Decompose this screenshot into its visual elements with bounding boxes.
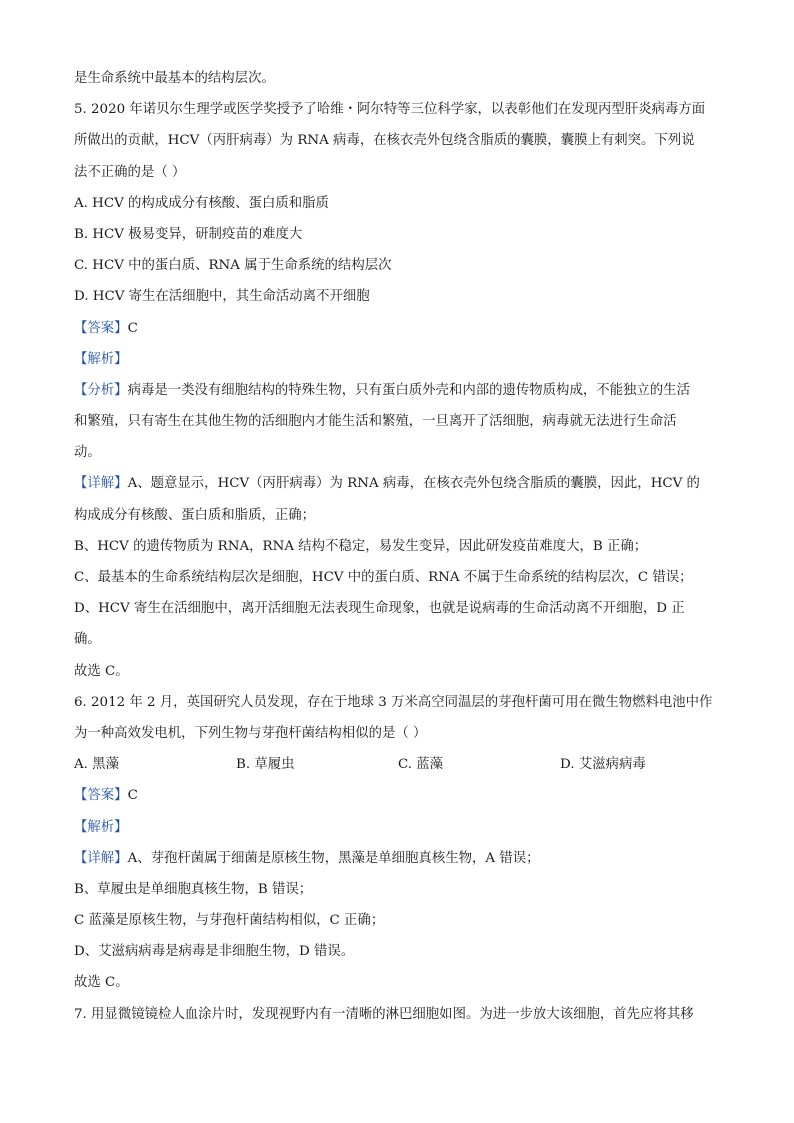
q5-stem-line-1: 5. 2020 年诺贝尔生理学或医学奖授予了哈维・阿尔特等三位科学家，以表彰他们在发现丙型肝炎病毒方面 bbox=[74, 102, 706, 118]
q5-answer-line bbox=[74, 313, 724, 344]
q6-xiangjie-tag: 【详解】 bbox=[74, 850, 128, 866]
q6-answer-value: C bbox=[127, 788, 138, 804]
q6-xiangjie-line-1 bbox=[74, 843, 724, 874]
q6-options-row bbox=[74, 749, 724, 780]
q6-xiangjie-line-2: B、草履虫是单细胞真核生物，B 错误； bbox=[74, 881, 313, 897]
q5-stem-line-2: 所做出的贡献，HCV（丙肝病毒）为 RNA 病毒，在核衣壳外包绕含脂质的囊膜，囊膜上有刺突。下列说 bbox=[74, 133, 695, 149]
q6-stem-line-2: 为一种高效发电机，下列生物与芽孢杆菌结构相似的是（ ） bbox=[74, 725, 427, 741]
question-5 bbox=[74, 94, 724, 687]
q5-fenxi-text-1: 病毒是一类没有细胞结构的特殊生物，只有蛋白质外壳和内部的遗传物质构成，不能独立的生活 bbox=[127, 382, 690, 398]
q5-answer-value: C bbox=[127, 320, 138, 336]
q5-fenxi-line-2: 和繁殖，只有寄生在其他生物的活细胞内才能生活和繁殖，一旦离开了活细胞，病毒就无法进行生命活 bbox=[74, 414, 677, 430]
q7-stem-line-1: 7. 用显微镜镜检人血涂片时，发现视野内有一清晰的淋巴细胞如图。为进一步放大该细胞，首先应将其移 bbox=[74, 1006, 694, 1022]
q6-analysis-tag: 【解析】 bbox=[74, 819, 128, 835]
q5-fenxi-tag: 【分析】 bbox=[74, 382, 128, 398]
q6-answer-tag: 【答案】 bbox=[74, 788, 128, 804]
q5-option-b: B. HCV 极易变异，研制疫苗的难度大 bbox=[74, 226, 303, 242]
q5-xiangjie-tag: 【详解】 bbox=[74, 476, 128, 492]
q6-option-d: D. 艾滋病病毒 bbox=[560, 757, 646, 773]
q5-analysis-tag: 【解析】 bbox=[74, 351, 128, 367]
q5-analysis-line bbox=[74, 344, 724, 375]
q6-option-a: A. 黑藻 bbox=[74, 757, 119, 773]
q5-answer-tag: 【答案】 bbox=[74, 320, 128, 336]
document-page bbox=[74, 63, 724, 1030]
q6-xiangjie-line-4: D、艾滋病病毒是病毒是非细胞生物，D 错误。 bbox=[74, 944, 355, 960]
q5-xiangjie-line-3: B、HCV 的遗传物质为 RNA，RNA 结构不稳定，易发生变异，因此研发疫苗难度大，B 正确； bbox=[74, 538, 648, 554]
q6-option-b: B. 草履虫 bbox=[236, 757, 295, 773]
q5-fenxi-line-1 bbox=[74, 375, 724, 406]
q5-xiangjie-line-4: C、最基本的生命系统结构层次是细胞，HCV 中的蛋白质、RNA 不属于生命系统的结构层次，C 错误； bbox=[74, 570, 693, 585]
q5-option-d: D. HCV 寄生在活细胞中，其生命活动离不开细胞 bbox=[74, 289, 370, 305]
q6-stem-line-1: 6. 2012 年 2 月，英国研究人员发现，存在于地球 3 万米高空同温层的芽孢杆菌可用在微生物燃料电池中作 bbox=[74, 694, 713, 710]
intro-tail-line: 是生命系统中最基本的结构层次。 bbox=[74, 71, 275, 86]
q5-conclusion-line: 故选 C。 bbox=[74, 663, 129, 679]
question-6 bbox=[74, 687, 724, 999]
q5-fenxi-line-3: 动。 bbox=[74, 445, 101, 461]
q5-xiangjie-line-1 bbox=[74, 468, 724, 499]
q6-option-c: C. 蓝藻 bbox=[398, 757, 444, 773]
q5-xiangjie-line-5: D、HCV 寄生在活细胞中，离开活细胞无法表现生命现象，也就是说病毒的生命活动离不开细胞，D 正 bbox=[74, 601, 685, 617]
q5-stem-line-3: 法不正确的是（ ） bbox=[74, 164, 186, 180]
q5-option-c: C. HCV 中的蛋白质、RNA 属于生命系统的结构层次 bbox=[74, 258, 392, 274]
question-7 bbox=[74, 999, 724, 1030]
q5-xiangjie-line-6: 确。 bbox=[74, 632, 101, 648]
q6-xiangjie-text-1: A、芽孢杆菌属于细菌是原核生物，黑藻是单细胞真核生物，A 错误； bbox=[127, 850, 540, 866]
q6-xiangjie-line-3: C 蓝藻是原核生物，与芽孢杆菌结构相似，C 正确； bbox=[74, 913, 385, 929]
q5-xiangjie-text-1: A、题意显示，HCV（丙肝病毒）为 RNA 病毒，在核衣壳外包绕含脂质的囊膜，因此，HCV 的 bbox=[127, 476, 700, 492]
q5-option-a: A. HCV 的构成成分有核酸、蛋白质和脂质 bbox=[74, 195, 329, 211]
q6-analysis-line bbox=[74, 812, 724, 843]
q5-xiangjie-line-2: 构成成分有核酸、蛋白质和脂质，正确； bbox=[74, 507, 316, 523]
q6-answer-line bbox=[74, 780, 724, 811]
q6-conclusion-line: 故选 C。 bbox=[74, 975, 129, 991]
